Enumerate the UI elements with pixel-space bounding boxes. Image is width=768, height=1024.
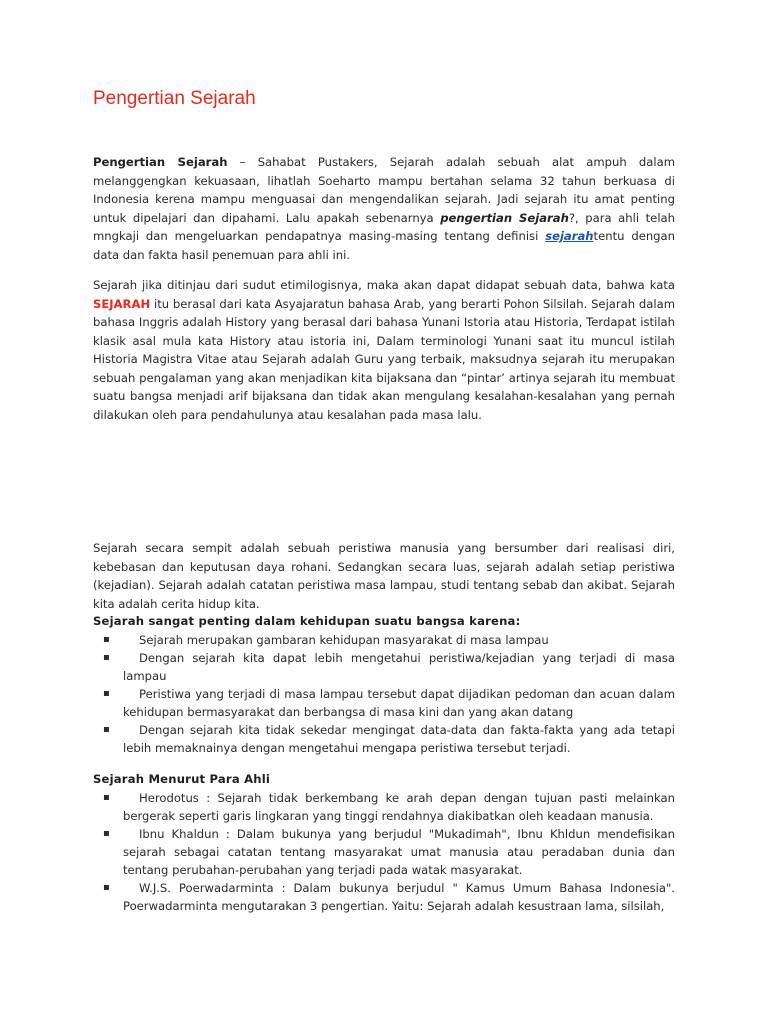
list-item-text: Sejarah merupakan gambaran kehidupan masyarakat di masa lampau: [139, 633, 549, 647]
paragraph-intro: [93, 153, 675, 264]
list-item: [93, 825, 675, 879]
list-item-text: Dengan sejarah kita tidak sekedar mengingat data-data dan fakta-fakta yang ada tetapi lebih memaknainya dengan mengetahui mengapa peristiwa tersebut terjadi.: [123, 723, 675, 755]
experts-list: [93, 789, 675, 915]
intro-text-2: ?, para ahli telah mngkaji dan mengeluarkan pendapatnya masing-masing tentang definisi: [93, 210, 675, 243]
importance-list: [93, 631, 675, 757]
bullet-icon: ▪: [103, 724, 110, 735]
bullet-icon: ▪: [103, 828, 110, 839]
list-item: [93, 789, 675, 825]
section-heading-experts: Sejarah Menurut Para Ahli: [93, 772, 271, 786]
sejarah-link[interactable]: sejarah: [545, 229, 594, 243]
intro-lead: Pengertian Sejarah: [93, 155, 228, 169]
bullet-icon: ▪: [103, 882, 110, 893]
list-item-text: Dengan sejarah kita dapat lebih mengetahui peristiwa/kejadian yang terjadi di masa lampau: [123, 651, 675, 683]
intro-emphasis: pengertian Sejarah: [440, 210, 569, 225]
list-item: [93, 879, 675, 915]
list-item-text: Herodotus : Sejarah tidak berkembang ke arah depan dengan tujuan pasti melainkan bergerak seperti garis lingkaran yang tinggi rendahnya diakibatkan oleh keadaan manusia.: [123, 791, 675, 823]
list-item-text: Ibnu Khaldun : Dalam bukunya yang berjudul "Mukadimah", Ibnu Khldun mendefisikan sejarah sebagai catatan tentang masyarakat umat manusia atau peradaban dunia dan tentang perubahan-perubahan yang terjadi pada watak masyarakat.: [123, 827, 675, 877]
bullet-icon: ▪: [103, 634, 110, 645]
intro-text-3: tentu dengan data dan fakta hasil penemuan para ahli ini.: [93, 229, 675, 262]
section-heading-importance: Sejarah sangat penting dalam kehidupan suatu bangsa karena:: [93, 614, 521, 628]
intro-text-1: – Sahabat Pustakers, Sejarah adalah sebuah alat ampuh dalam melanggengkan kekuasaan, lihatlah Soeharto mampu bertahan selama 32 tahun berkuasa di Indonesia kerena mampu menguasai dan mengendalikan sejarah. Jadi sejarah itu amat penting untuk dipelajari dan dipahami. Lalu apakah sebenarnya: [93, 155, 675, 225]
etymology-text-2: itu berasal dari kata Asyajaratun bahasa Arab, yang berarti Pohon Silsilah. Sejarah dalam bahasa Inggris adalah History yang berasal dari bahasa Yunani Istoria atau Historia, Terdapat istilah klasik asal mula kata History atau istoria ini, Dalam terminologi Yunani saat itu muncul istilah Historia Magistra Vitae atau Sejarah adalah Guru yang terbaik, maksudnya sejarah itu merupakan sebuah pengalaman yang akan menjadikan kita bijaksana dan “pintar’ artinya sejarah itu membuat suatu bangsa menjadi arif bijaksana dan tidak akan mengulang kesalahan-kesalahan yang pernah dilakukan oleh para pendahulunya atau kesalahan pada masa lalu.: [93, 296, 675, 422]
list-item: [93, 685, 675, 721]
etymology-text-1: Sejarah jika ditinjau dari sudut etimilogisnya, maka akan dapat didapat sebuah data, bahwa kata: [93, 278, 675, 292]
list-item: [93, 721, 675, 757]
bullet-icon: ▪: [103, 688, 110, 699]
paragraph-definition: Sejarah secara sempit adalah sebuah peristiwa manusia yang bersumber dari realisasi diri, kebebasan dan keputusan daya rohani. Sedangkan secara luas, sejarah adalah setiap peristiwa (kejadian). Sejarah adalah catatan peristiwa masa lampau, studi tentang sebab dan akibat. Sejarah kita adalah cerita hidup kita.: [93, 541, 675, 611]
list-item-text: Peristiwa yang terjadi di masa lampau tersebut dapat dijadikan pedoman dan acuan dalam kehidupan bermasyarakat dan berbangsa di masa kini dan yang akan datang: [123, 687, 675, 719]
bullet-icon: ▪: [103, 652, 110, 663]
page-title: Pengertian Sejarah: [93, 88, 256, 109]
list-item: [93, 631, 675, 649]
paragraph-etymology: [93, 276, 675, 424]
sejarah-highlight: SEJARAH: [93, 296, 151, 311]
list-item: [93, 649, 675, 685]
list-item-text: W.J.S. Poerwadarminta : Dalam bukunya berjudul " Kamus Umum Bahasa Indonesia". Poerwadarminta mengutarakan 3 pengertian. Yaitu: Sejarah adalah kesustraan lama, silsilah,: [123, 881, 675, 913]
bullet-icon: ▪: [103, 792, 110, 803]
